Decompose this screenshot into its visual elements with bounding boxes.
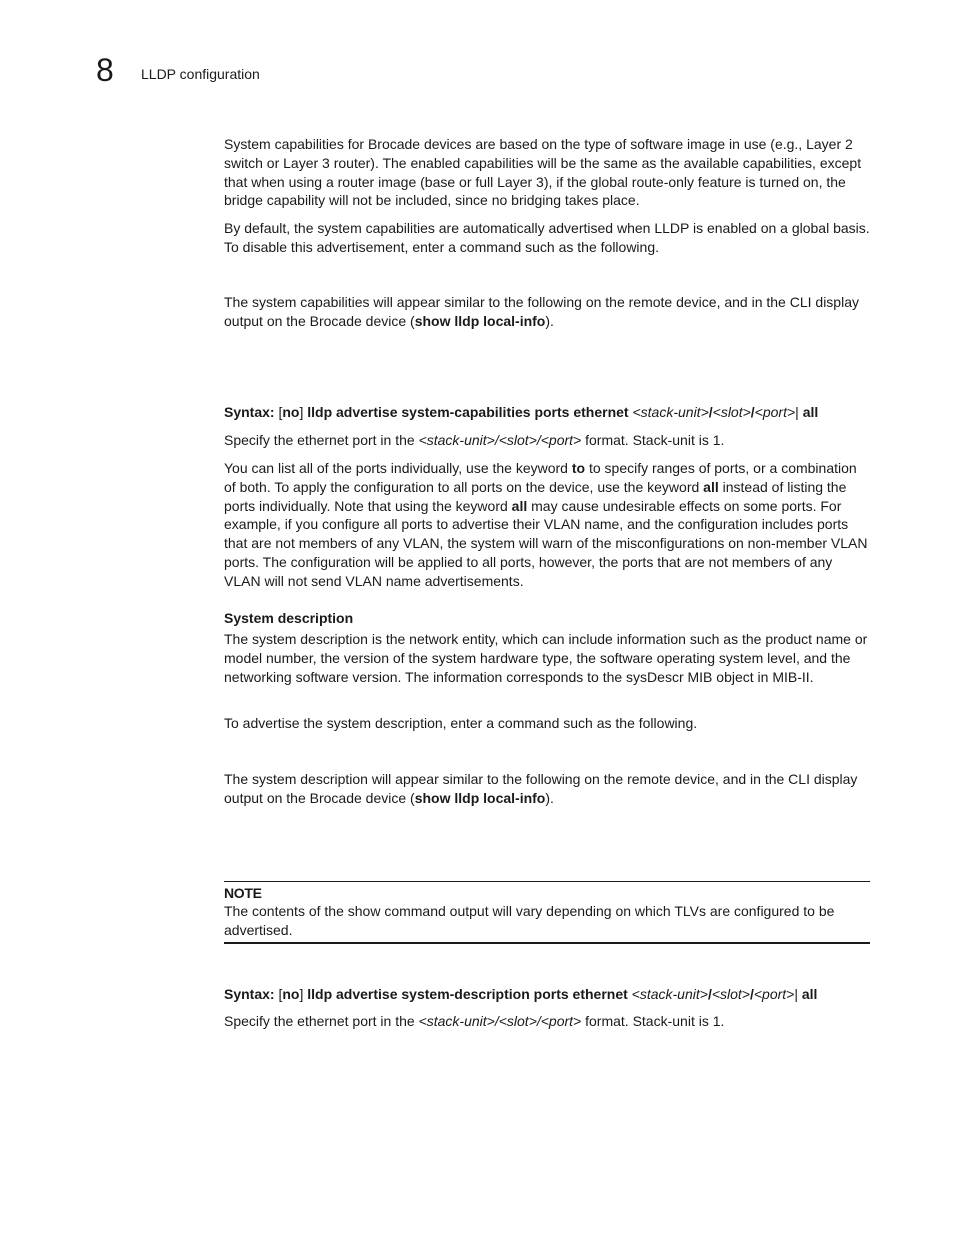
syntax-command: lldp advertise system-description ports ethernet xyxy=(307,986,632,1002)
paragraph-text: The system capabilities will appear similar to the following on the remote device, and in the CLI display output on the Brocade device ( xyxy=(224,294,859,329)
syntax-separator: / xyxy=(708,404,713,420)
paragraph-text: Specify the ethernet port in the xyxy=(224,1013,419,1029)
syntax-arg-stack-unit: <stack-unit> xyxy=(632,404,709,420)
paragraph-text: may cause undesirable effects on some ports. For example, if you configure all ports to advertise their VLAN name, and the configuration includes ports that are not members of any VLAN, the system will warn of the misconfigurations on non-member VLAN ports. The configuration will be applied to all ports, however, the ports that are not members of any VLAN will not send VLAN name advertisements. xyxy=(224,497,868,589)
syntax-system-description xyxy=(224,985,870,1004)
syntax-pipe: | xyxy=(794,986,802,1002)
paragraph-text: System capabilities for Brocade devices are based on the type of software image in use (e.g., Layer 2 switch or Layer 3 router). The enabled capabilities will be the same as the available capabilities, except that when using a router image (base or full Layer 3), if the global route-only feature is turned on, the bridge capability will not be included, since no bridging takes place. xyxy=(224,136,862,209)
paragraph-text: instead of listing the ports individually. Note that using the keyword xyxy=(224,478,847,514)
paragraph-text: You can list all of the ports individually, use the keyword xyxy=(224,460,572,476)
paragraph-system-capabilities-intro xyxy=(224,135,870,210)
syntax-arg-port: <port> xyxy=(754,404,796,420)
paragraph-port-listing xyxy=(224,459,870,591)
note-top-rule xyxy=(224,881,870,882)
paragraph-capabilities-display xyxy=(224,293,870,331)
syntax-arg-slot: <slot> xyxy=(712,404,751,420)
paragraph-text: The system description will appear similar to the following on the remote device, and in the CLI display output on the Brocade device ( xyxy=(224,771,858,806)
paragraph-text: ). xyxy=(545,312,554,329)
paragraph-text: Specify the ethernet port in the xyxy=(224,432,419,448)
paragraph-text: The system description is the network entity, which can include information such as the product name or model number, the version of the system hardware type, the software operating system level, and the networking software version. The information corresponds to the sysDescr MIB object in MIB-II. xyxy=(224,631,868,685)
keyword-all: all xyxy=(703,478,719,495)
paragraph-advertise-description xyxy=(224,714,870,733)
keyword-to: to xyxy=(571,460,586,476)
note-label: NOTE xyxy=(224,885,262,901)
syntax-bracket: [ xyxy=(278,404,283,420)
note-bottom-rule xyxy=(224,942,870,944)
paragraph-text: By default, the system capabilities are automatically advertised when LLDP is enabled on a global basis. To disable this advertisement, enter a command such as the following. xyxy=(224,220,870,255)
command-name: show lldp local-info xyxy=(414,312,546,329)
keyword-all: all xyxy=(511,497,528,514)
paragraph-description-display xyxy=(224,770,870,808)
port-format-arg: <stack-unit>/<slot>/<port> xyxy=(418,432,582,448)
syntax-arg-slot: <slot> xyxy=(711,986,750,1002)
paragraph-port-format xyxy=(224,431,870,450)
chapter-number: 8 xyxy=(96,52,114,88)
paragraph-text: ). xyxy=(545,789,554,806)
syntax-bracket: ] xyxy=(299,404,308,420)
syntax-separator: / xyxy=(750,404,755,420)
syntax-bracket: [ xyxy=(278,986,283,1002)
section-heading-system-description: System description xyxy=(224,610,354,626)
note-body xyxy=(224,902,870,940)
syntax-separator: / xyxy=(749,986,754,1002)
syntax-label: Syntax: xyxy=(224,986,279,1002)
port-format-arg: <stack-unit>/<slot>/<port> xyxy=(418,1013,582,1029)
syntax-pipe: | xyxy=(795,404,803,420)
syntax-keyword-no: no xyxy=(282,986,300,1002)
syntax-arg-port: <port> xyxy=(753,986,795,1002)
syntax-keyword-all: all xyxy=(802,404,819,420)
syntax-command: lldp advertise system-capabilities ports ethernet xyxy=(307,404,633,420)
paragraph-text: to specify ranges of ports, or a combination of both. To apply the configuration to all ports on the device, use the keyword xyxy=(224,460,857,495)
command-name: show lldp local-info xyxy=(414,789,546,806)
paragraph-port-format-2 xyxy=(224,1012,870,1031)
syntax-separator: / xyxy=(707,986,712,1002)
syntax-keyword-no: no xyxy=(282,404,300,420)
syntax-arg-stack-unit: <stack-unit> xyxy=(631,986,708,1002)
chapter-title: LLDP configuration xyxy=(141,66,260,82)
note-text: The contents of the show command output will vary depending on which TLVs are configured to be advertised. xyxy=(224,903,835,938)
paragraph-text: format. Stack-unit is 1. xyxy=(581,1013,725,1029)
paragraph-default-advertised xyxy=(224,219,870,257)
syntax-bracket: ] xyxy=(299,986,308,1002)
paragraph-system-description xyxy=(224,630,870,686)
syntax-system-capabilities xyxy=(224,403,870,422)
syntax-keyword-all: all xyxy=(801,986,818,1002)
syntax-label: Syntax: xyxy=(224,404,279,420)
paragraph-text: To advertise the system description, enter a command such as the following. xyxy=(224,715,698,731)
paragraph-text: format. Stack-unit is 1. xyxy=(581,432,725,448)
